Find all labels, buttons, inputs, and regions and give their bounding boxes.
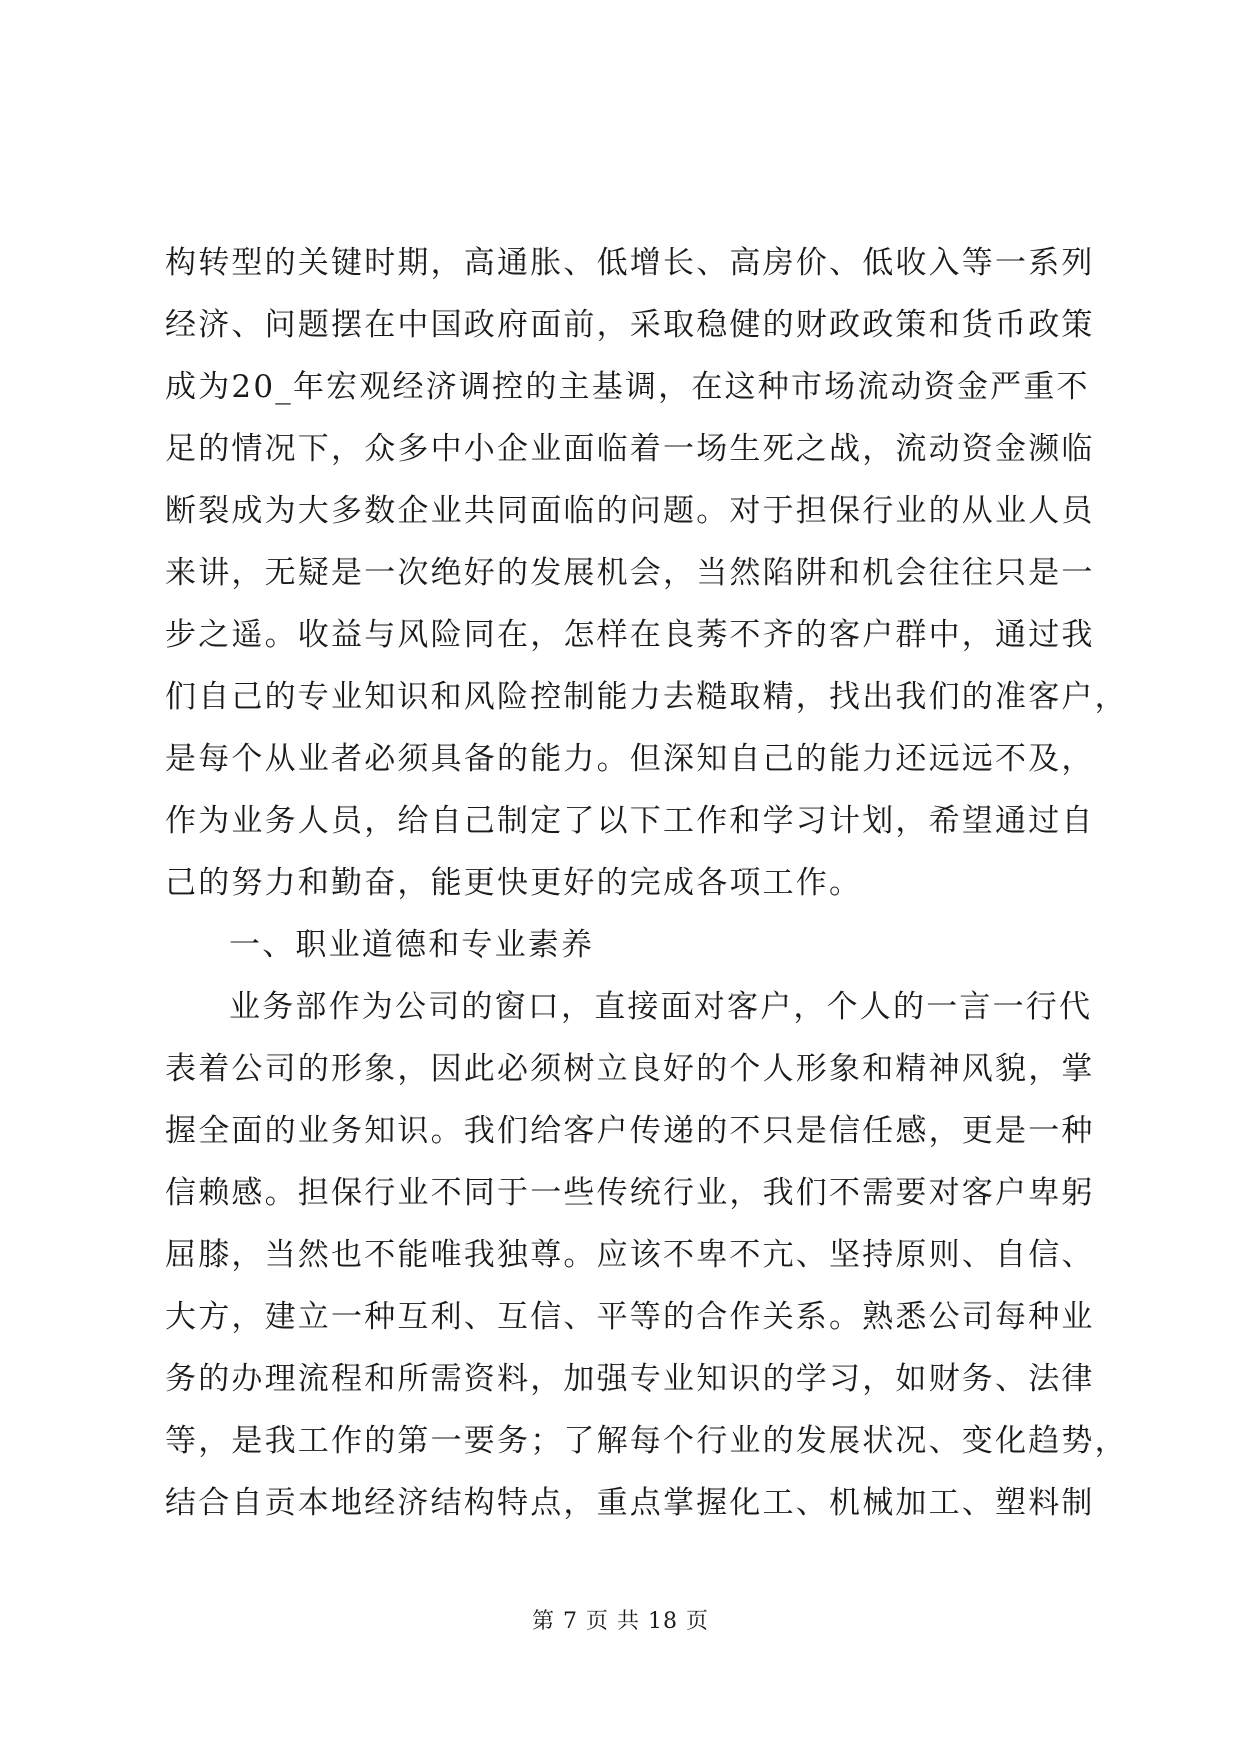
text-line: 来讲，无疑是一次绝好的发展机会，当然陷阱和机会往往只是一 xyxy=(165,555,1095,591)
document-body xyxy=(165,232,1128,1534)
text-line: 屈膝，当然也不能唯我独尊。应该不卑不亢、坚持原则、自信、 xyxy=(165,1237,1095,1273)
paragraph-first-line: 业务部作为公司的窗口，直接面对客户，个人的一言一行代 xyxy=(229,989,1093,1025)
text-line: 断裂成为大多数企业共同面临的问题。对于担保行业的从业人员 xyxy=(165,493,1095,529)
text-line: 是每个从业者必须具备的能力。但深知自己的能力还远远不及， xyxy=(165,741,1095,777)
text-line: 务的办理流程和所需资料，加强专业知识的学习，如财务、法律 xyxy=(165,1361,1095,1397)
text-line: 步之遥。收益与风险同在，怎样在良莠不齐的客户群中，通过我 xyxy=(165,617,1095,653)
section-heading: 一、职业道德和专业素养 xyxy=(229,927,595,963)
text-line: 成为20_年宏观经济调控的主基调，在这种市场流动资金严重不 xyxy=(165,369,1090,405)
text-line: 结合自贡本地经济结构特点，重点掌握化工、机械加工、塑料制 xyxy=(165,1485,1095,1521)
text-line: 己的努力和勤奋，能更快更好的完成各项工作。 xyxy=(165,865,863,901)
text-line: 足的情况下，众多中小企业面临着一场生死之战，流动资金濒临 xyxy=(165,431,1095,467)
text-line: 表着公司的形象，因此必须树立良好的个人形象和精神风貌，掌 xyxy=(165,1051,1095,1087)
text-line: 信赖感。担保行业不同于一些传统行业，我们不需要对客户卑躬 xyxy=(165,1175,1095,1211)
text-line: 等，是我工作的第一要务；了解每个行业的发展状况、变化趋势， xyxy=(165,1423,1128,1459)
page-number-footer: 第 7 页 共 18 页 xyxy=(532,1609,709,1634)
text-line: 握全面的业务知识。我们给客户传递的不只是信任感，更是一种 xyxy=(165,1113,1095,1149)
text-line: 们自己的专业知识和风险控制能力去糙取精，找出我们的准客户， xyxy=(165,679,1128,715)
text-line: 构转型的关键时期，高通胀、低增长、高房价、低收入等一系列 xyxy=(165,245,1095,281)
text-line: 大方，建立一种互利、互信、平等的合作关系。熟悉公司每种业 xyxy=(165,1299,1095,1335)
text-line: 作为业务人员，给自己制定了以下工作和学习计划，希望通过自 xyxy=(165,803,1095,839)
text-line: 经济、问题摆在中国政府面前，采取稳健的财政政策和货币政策 xyxy=(165,307,1095,343)
